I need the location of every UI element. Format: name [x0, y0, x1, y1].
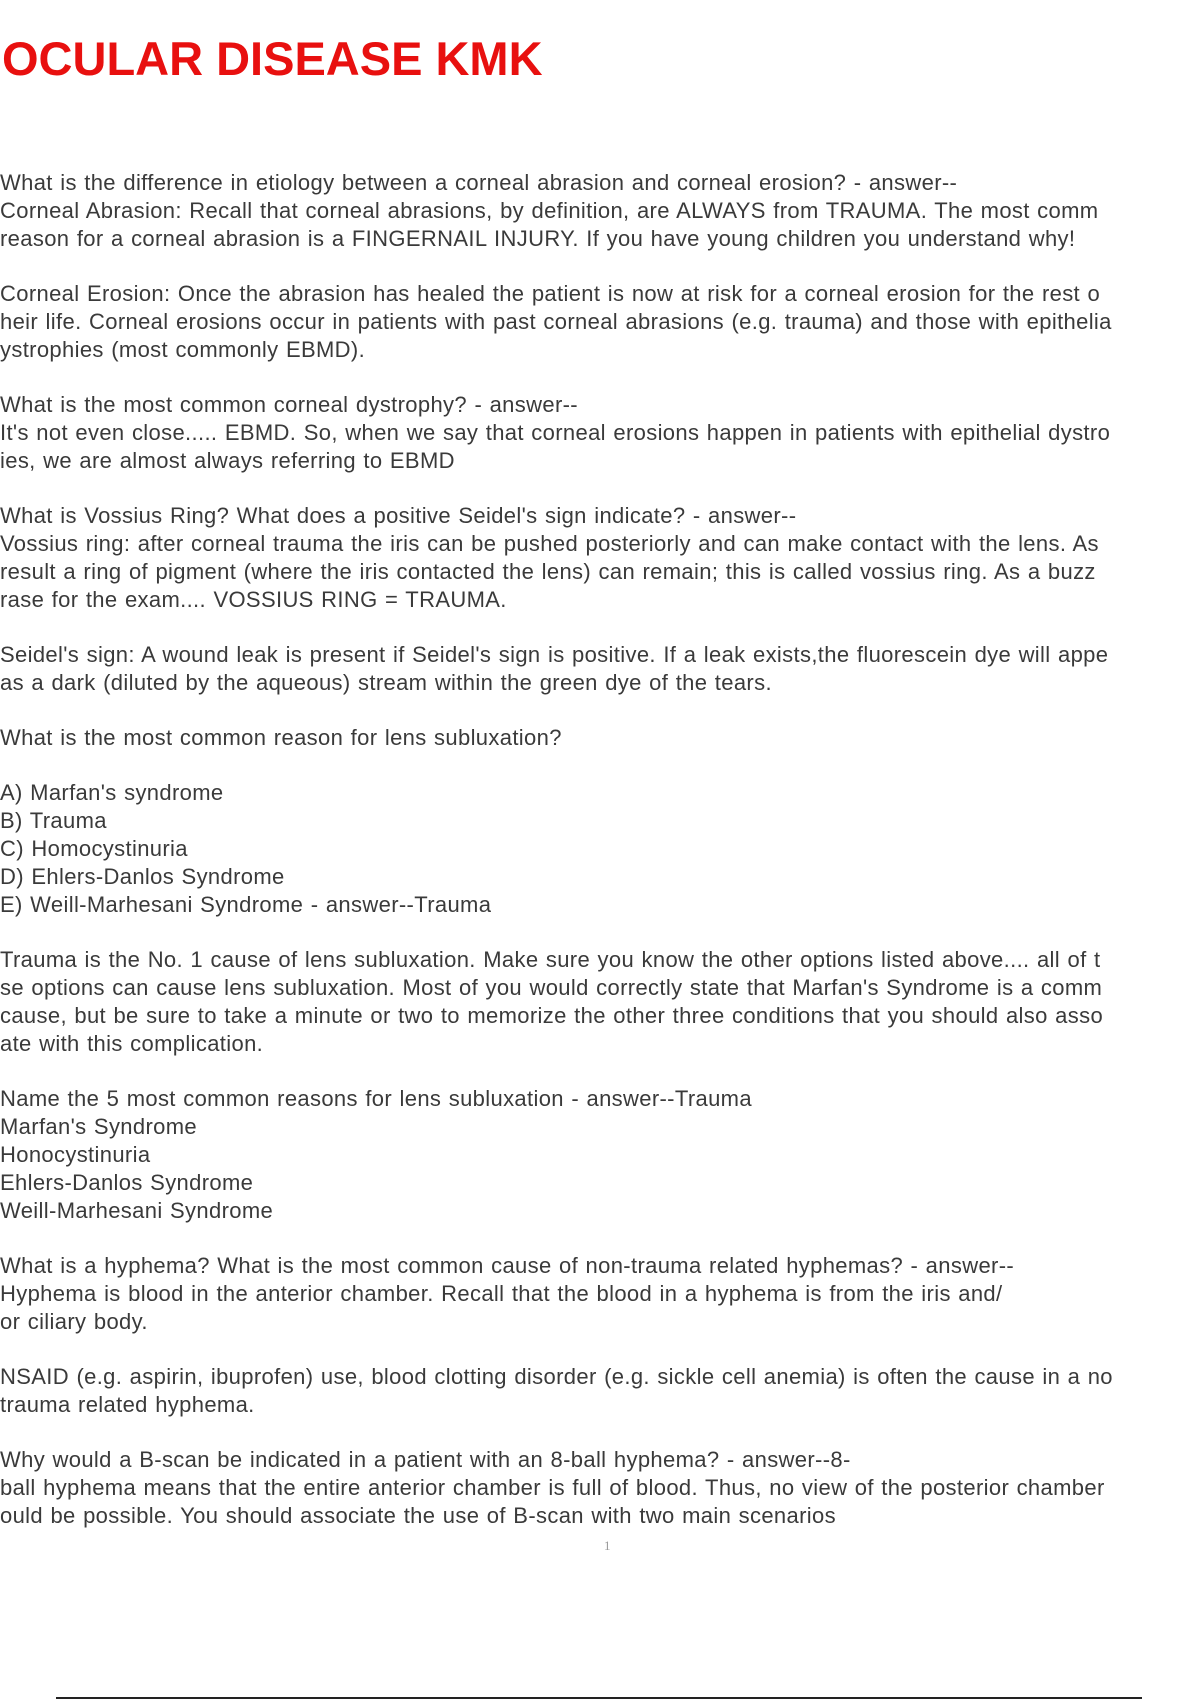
footer-divider [56, 1697, 1142, 1699]
document-title: OCULAR DISEASE KMK [2, 32, 543, 85]
text-line: Seidel's sign: A wound leak is present if Seidel's sign is positive. If a leak exists,the fluorescein dye will appe [0, 642, 1109, 667]
text-line: NSAID (e.g. aspirin, ibuprofen) use, blood clotting disorder (e.g. sickle cell anemia) is often the cause in a no [0, 1364, 1113, 1389]
paragraph-gap [0, 253, 1200, 280]
text-line: C) Homocystinuria [0, 836, 188, 861]
text-line: ate with this complication. [0, 1031, 264, 1056]
paragraph-gap [0, 697, 1200, 724]
text-line: heir life. Corneal erosions occur in patients with past corneal abrasions (e.g. trauma) and those with epithelia [0, 309, 1112, 334]
paragraph-gap [0, 1419, 1200, 1446]
text-line: E) Weill-Marhesani Syndrome - answer--Trauma [0, 892, 492, 917]
text-line: cause, but be sure to take a minute or two to memorize the other three conditions that you should also asso [0, 1003, 1104, 1028]
text-line: se options can cause lens subluxation. Most of you would correctly state that Marfan's Syndrome is a comm [0, 975, 1103, 1000]
paragraph-gap [0, 475, 1200, 502]
paragraph-gap [0, 364, 1200, 391]
text-line: Name the 5 most common reasons for lens subluxation - answer--Trauma [0, 1086, 752, 1111]
text-line: What is the most common reason for lens subluxation? [0, 725, 562, 750]
text-line: rase for the exam.... VOSSIUS RING = TRAUMA. [0, 587, 507, 612]
paragraph-gap [0, 614, 1200, 641]
paragraph-gap [0, 1058, 1200, 1085]
text-line: as a dark (diluted by the aqueous) stream within the green dye of the tears. [0, 670, 772, 695]
text-line: D) Ehlers-Danlos Syndrome [0, 864, 285, 889]
text-line: ystrophies (most commonly EBMD). [0, 337, 366, 362]
page-number: 1 [604, 1538, 611, 1553]
text-line: or ciliary body. [0, 1309, 148, 1334]
text-line: What is a hyphema? What is the most common cause of non-trauma related hyphemas? - answer-- [0, 1253, 1015, 1278]
text-line: ies, we are almost always referring to EBMD [0, 448, 455, 473]
text-line: Vossius ring: after corneal trauma the iris can be pushed posteriorly and can make contact with the lens. As [0, 531, 1099, 556]
text-line: Weill-Marhesani Syndrome [0, 1198, 274, 1223]
text-line: Corneal Abrasion: Recall that corneal abrasions, by definition, are ALWAYS from TRAUMA. The most comm [0, 198, 1099, 223]
text-line: A) Marfan's syndrome [0, 780, 224, 805]
paragraph-gap [0, 919, 1200, 946]
text-line: ball hyphema means that the entire anterior chamber is full of blood. Thus, no view of the posterior chamber [0, 1475, 1105, 1500]
text-line: What is the difference in etiology between a corneal abrasion and corneal erosion? - answer-- [0, 170, 958, 195]
text-line: Honocystinuria [0, 1142, 151, 1167]
text-line: reason for a corneal abrasion is a FINGERNAIL INJURY. If you have young children you understand why! [0, 226, 1076, 251]
text-line: ould be possible. You should associate the use of B-scan with two main scenarios [0, 1503, 836, 1528]
text-line: What is Vossius Ring? What does a positive Seidel's sign indicate? - answer-- [0, 503, 797, 528]
text-line: It's not even close..... EBMD. So, when we say that corneal erosions happen in patients with epithelial dystro [0, 420, 1111, 445]
text-line: What is the most common corneal dystrophy? - answer-- [0, 392, 578, 417]
text-line: Ehlers-Danlos Syndrome [0, 1170, 254, 1195]
text-line: trauma related hyphema. [0, 1392, 255, 1417]
text-line: Marfan's Syndrome [0, 1114, 198, 1139]
text-line: Corneal Erosion: Once the abrasion has healed the patient is now at risk for a corneal erosion for the rest o [0, 281, 1101, 306]
text-line: Trauma is the No. 1 cause of lens subluxation. Make sure you know the other options listed above.... all of t [0, 947, 1101, 972]
paragraph-gap [0, 1225, 1200, 1252]
text-line: result a ring of pigment (where the iris contacted the lens) can remain; this is called vossius ring. As a buzz [0, 559, 1096, 584]
text-line: Hyphema is blood in the anterior chamber. Recall that the blood in a hyphema is from the iris and/ [0, 1281, 1003, 1306]
text-line: Why would a B-scan be indicated in a patient with an 8-ball hyphema? - answer--8- [0, 1447, 851, 1472]
paragraph-gap [0, 752, 1200, 779]
paragraph-gap [0, 1336, 1200, 1363]
document-body [0, 169, 1200, 1530]
text-line: B) Trauma [0, 808, 107, 833]
